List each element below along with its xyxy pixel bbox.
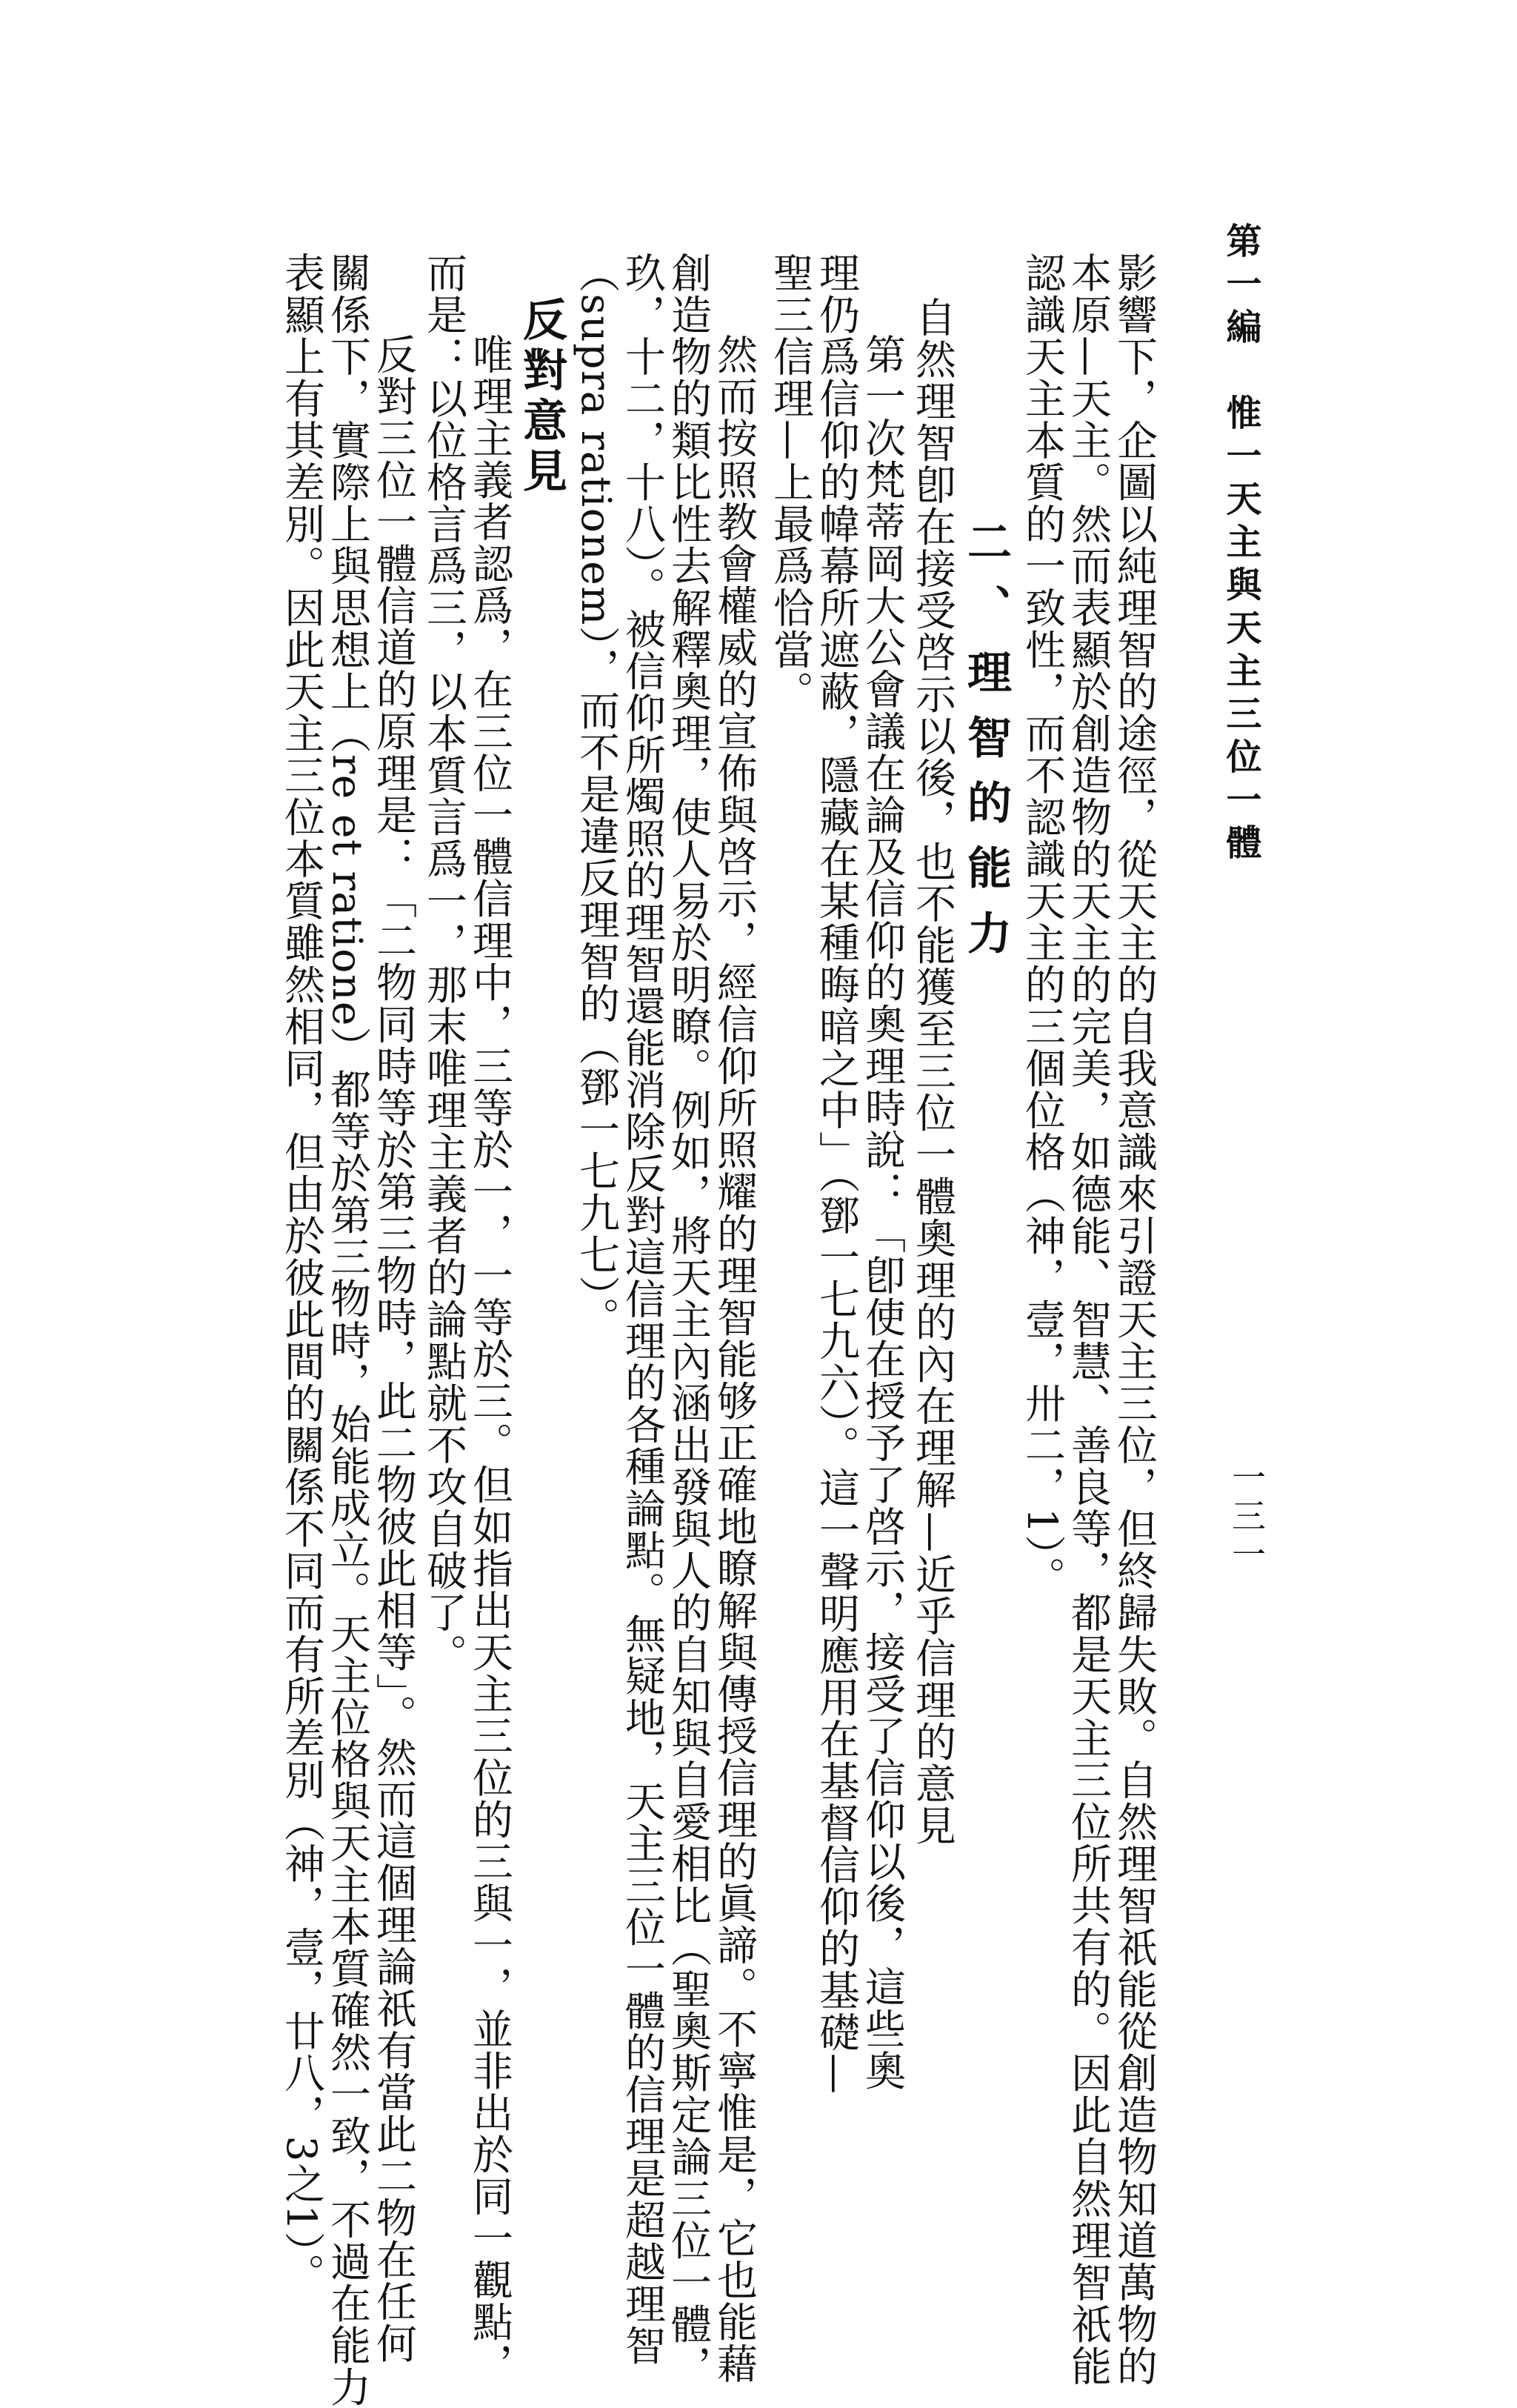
objections-heading: 反對意見	[516, 296, 567, 498]
page-number: 一三一	[1227, 1460, 1267, 1575]
running-head: 第一編 惟一天主與天主三位一體	[1220, 222, 1261, 867]
text-column: 然而按照教會權威的宣佈與啓示，經信仰所照耀的理智能够正確地瞭解與傳授信理的眞諦。不寧惟是，它也能藉	[710, 333, 758, 2385]
text-column: 影響下，企圖以純理智的途徑，從天主的自我意識來引證天主三位，但終歸失敗。自然理智祇能從創造物知道萬物的	[1110, 252, 1158, 2387]
text-column: 玖，十二，十八）。被信仰所燭照的理智還能消除反對這信理的各種論點。無疑地，天主三位一體的信理是超越理智	[619, 252, 666, 2367]
text-column: 表顯上有其差別。因此天主三位本質雖然相同，但由於彼此間的關係不同而有所差別（神，壹，廿八，3之1）。	[278, 252, 325, 2295]
text-column: 關係下，實際上與思想上（re et ratione）都等於第三物時，始能成立。天主位格與天主本質確然一致，不過在能力	[324, 252, 371, 2408]
text-column: 本原—天主。然而表顯於創造物的天主的完美，如德能、智慧、善良等，都是天主三位所共有的。因此自然理智祇能	[1064, 252, 1112, 2387]
text-column: 而是：以位格言爲三，以本質言爲一，那末唯理主義者的論點就不攻自破了。	[420, 252, 467, 1675]
thesis-bold: 自然理智卽在接受啓示以後，也不能獲至三位一體奧理的內在理解	[909, 296, 956, 1511]
text-column: 理仍爲信仰的幃幕所遮蔽，隱藏在某種晦暗之中」（鄧一七九六）。這一聲明應用在基督信仰的基礎—	[813, 252, 860, 2095]
section-heading: 二、理智的能力	[960, 519, 1012, 975]
thesis-tail: —近乎信理的意見	[909, 1511, 956, 1846]
text-column: 唯理主義者認爲，在三位一體信理中，三等於一，一等於三。但如指出天主三位的三與一，並非出於同一觀點，	[466, 333, 513, 2385]
text-column: 創造物的類比性去解釋奧理，使人易於明瞭。例如，將天主內涵出發與人的自知與自愛相比（聖奧斯定論三位一體，	[664, 252, 712, 2387]
text-column: 反對三位一體信道的原理是：「二物同時等於第三物時，此二物彼此相等」。然而這個理論祇有當此二物在任何	[370, 333, 417, 2364]
text-column: （supra rationem），而不是違反理智的（鄧一七九七）。	[573, 252, 620, 1339]
text-column: 聖三信理—上最爲恰當。	[767, 252, 814, 713]
text-column: 認識天主本質的一致性，而不認識天主的三個位格（神，壹，卅二，1）。	[1018, 252, 1066, 1598]
text-column: 第一次梵蒂岡大公會議在論及信仰的奧理時說：「卽使在授予了啓示，接受了信仰以後，這些奧	[858, 333, 906, 2092]
